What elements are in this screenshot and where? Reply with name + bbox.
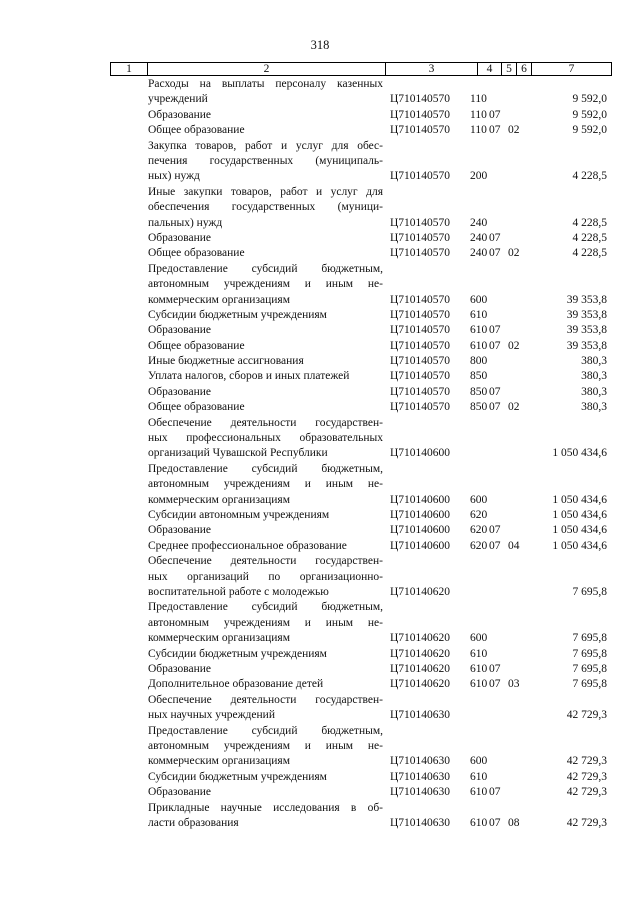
row-expense-type: 600	[470, 632, 488, 645]
row-expense-type: 850	[470, 401, 488, 414]
row-name-line: Предоставление субсидий бюджетным,	[148, 724, 383, 737]
table-row	[0, 462, 640, 508]
row-name	[148, 693, 383, 724]
row-expense-type: 110	[470, 93, 487, 106]
row-name-line: печения государственных (муниципаль-	[148, 154, 383, 167]
row-name-line: Общее образование	[148, 124, 245, 137]
row-target-code: Ц710140630	[390, 816, 451, 829]
row-name	[148, 600, 383, 646]
row-amount: 4 228,5	[572, 247, 607, 260]
row-name	[148, 400, 383, 415]
row-subsection: 02	[508, 401, 520, 414]
row-target-code: Ц710140570	[390, 216, 451, 229]
row-amount: 1 050 434,6	[552, 493, 607, 506]
row-expense-type: 610	[470, 786, 488, 799]
row-name	[148, 785, 383, 800]
row-section: 07	[489, 247, 501, 260]
header-col-6: 6	[517, 63, 532, 75]
row-name-line: Образование	[148, 231, 212, 244]
row-amount: 7 695,8	[572, 678, 607, 691]
table-row	[0, 600, 640, 646]
row-name	[148, 662, 383, 677]
row-amount: 380,3	[581, 401, 607, 414]
row-expense-type: 610	[470, 770, 488, 783]
row-section: 07	[489, 108, 501, 121]
table-row	[0, 262, 640, 308]
table-row	[0, 308, 640, 323]
row-amount: 42 729,3	[566, 786, 607, 799]
table-row	[0, 385, 640, 400]
row-target-code: Ц710140630	[390, 770, 451, 783]
row-name	[148, 231, 383, 246]
table-row	[0, 785, 640, 800]
row-name	[148, 339, 383, 354]
row-name-line: Уплата налогов, сборов и иных платежей	[148, 370, 350, 383]
row-expense-type: 800	[470, 355, 488, 368]
row-name	[148, 323, 383, 338]
row-name	[148, 385, 383, 400]
row-name-line: Прикладные научные исследования в об-	[148, 801, 383, 814]
row-name-line: Образование	[148, 524, 212, 537]
row-name	[148, 354, 383, 369]
row-name	[148, 108, 383, 123]
budget-table-body	[0, 77, 640, 831]
row-name-line: коммерческим организациям	[148, 755, 290, 768]
table-header	[110, 62, 612, 76]
row-target-code: Ц710140570	[390, 370, 451, 383]
row-target-code: Ц710140570	[390, 324, 451, 337]
header-col-7: 7	[568, 63, 575, 75]
row-amount: 7 695,8	[572, 632, 607, 645]
row-expense-type: 610	[470, 308, 488, 321]
row-expense-type: 600	[470, 493, 488, 506]
table-row	[0, 508, 640, 523]
row-name	[148, 308, 383, 323]
row-name-line: обеспечения государственных (муници-	[148, 201, 383, 214]
table-row	[0, 354, 640, 369]
row-subsection: 08	[508, 816, 520, 829]
row-target-code: Ц710140570	[390, 93, 451, 106]
row-name-line: Образование	[148, 662, 212, 675]
row-target-code: Ц710140570	[390, 293, 451, 306]
row-amount: 4 228,5	[572, 216, 607, 229]
row-target-code: Ц710140570	[390, 308, 451, 321]
row-name-line: Общее образование	[148, 247, 245, 260]
row-target-code: Ц710140620	[390, 662, 451, 675]
row-target-code: Ц710140600	[390, 493, 451, 506]
row-target-code: Ц710140600	[390, 447, 451, 460]
row-name-line: Субсидии бюджетным учреждениям	[148, 647, 327, 660]
header-col-4: 4	[478, 63, 502, 75]
row-expense-type: 620	[470, 539, 488, 552]
header-col-1: 1	[111, 63, 148, 75]
row-name	[148, 724, 383, 770]
row-name-line: Образование	[148, 385, 212, 398]
row-subsection: 03	[508, 678, 520, 691]
row-target-code: Ц710140570	[390, 401, 451, 414]
row-target-code: Ц710140600	[390, 509, 451, 522]
row-expense-type: 110	[470, 124, 487, 137]
row-name-line: Среднее профессиональное образование	[148, 539, 347, 552]
table-row	[0, 724, 640, 770]
row-amount: 39 353,8	[566, 293, 607, 306]
row-target-code: Ц710140630	[390, 786, 451, 799]
row-section: 07	[489, 124, 501, 137]
row-name	[148, 123, 383, 138]
row-name-line: автономным учреждениям и иным не-	[148, 616, 383, 629]
row-amount: 1 050 434,6	[552, 539, 607, 552]
row-name-line: Закупка товаров, работ и услуг для обес-	[148, 139, 383, 152]
row-name-line: Предоставление субсидий бюджетным,	[148, 601, 383, 614]
row-name-line: Обеспечение деятельности государствен-	[148, 416, 383, 429]
row-subsection: 04	[508, 539, 520, 552]
row-expense-type: 240	[470, 231, 488, 244]
row-expense-type: 110	[470, 108, 487, 121]
row-name	[148, 801, 383, 832]
row-expense-type: 610	[470, 662, 488, 675]
table-row	[0, 400, 640, 415]
row-name-line: Общее образование	[148, 339, 245, 352]
row-name	[148, 416, 383, 462]
row-name	[148, 677, 383, 692]
row-name-line: Иные бюджетные ассигнования	[148, 355, 304, 368]
row-expense-type: 600	[470, 293, 488, 306]
row-name	[148, 508, 383, 523]
table-row	[0, 647, 640, 662]
row-name-line: ных) нужд	[148, 170, 200, 183]
table-row	[0, 523, 640, 538]
row-amount: 7 695,8	[572, 662, 607, 675]
row-name	[148, 770, 383, 785]
row-expense-type: 240	[470, 216, 488, 229]
row-section: 07	[489, 786, 501, 799]
row-name	[148, 369, 383, 384]
row-expense-type: 620	[470, 509, 488, 522]
row-name-line: Образование	[148, 108, 212, 121]
row-name-line: Обеспечение деятельности государствен-	[148, 693, 383, 706]
row-name-line: Иные закупки товаров, работ и услуг для	[148, 185, 383, 198]
table-row	[0, 185, 640, 231]
row-amount: 42 729,3	[566, 770, 607, 783]
row-amount: 380,3	[581, 370, 607, 383]
row-subsection: 02	[508, 124, 520, 137]
table-row	[0, 770, 640, 785]
row-name-line: Дополнительное образование детей	[148, 678, 324, 691]
row-expense-type: 610	[470, 324, 488, 337]
row-name-line: коммерческим организациям	[148, 632, 290, 645]
table-row	[0, 123, 640, 138]
table-row	[0, 339, 640, 354]
row-expense-type: 850	[470, 385, 488, 398]
row-section: 07	[489, 816, 501, 829]
row-section: 07	[489, 339, 501, 352]
row-name-line: коммерческим организациям	[148, 493, 290, 506]
header-col-5: 5	[502, 63, 517, 75]
row-target-code: Ц710140630	[390, 709, 451, 722]
row-section: 07	[489, 324, 501, 337]
row-section: 07	[489, 524, 501, 537]
row-target-code: Ц710140630	[390, 755, 451, 768]
row-target-code: Ц710140620	[390, 585, 451, 598]
row-amount: 1 050 434,6	[552, 524, 607, 537]
row-name	[148, 262, 383, 308]
header-col-3: 3	[386, 63, 478, 75]
row-amount: 42 729,3	[566, 816, 607, 829]
row-name-line: автономным учреждениям и иным не-	[148, 739, 383, 752]
row-amount: 9 592,0	[572, 108, 607, 121]
row-amount: 42 729,3	[566, 755, 607, 768]
table-row	[0, 369, 640, 384]
row-target-code: Ц710140570	[390, 339, 451, 352]
row-name-line: пальных) нужд	[148, 216, 223, 229]
row-target-code: Ц710140570	[390, 231, 451, 244]
row-name	[148, 246, 383, 261]
row-subsection: 02	[508, 247, 520, 260]
table-row	[0, 323, 640, 338]
row-amount: 7 695,8	[572, 647, 607, 660]
row-amount: 42 729,3	[566, 709, 607, 722]
row-target-code: Ц710140570	[390, 385, 451, 398]
row-expense-type: 610	[470, 339, 488, 352]
row-target-code: Ц710140570	[390, 124, 451, 137]
row-name-line: учреждений	[148, 93, 208, 106]
row-target-code: Ц710140570	[390, 170, 451, 183]
row-amount: 4 228,5	[572, 170, 607, 183]
row-amount: 39 353,8	[566, 339, 607, 352]
row-target-code: Ц710140620	[390, 647, 451, 660]
table-row	[0, 416, 640, 462]
table-row	[0, 801, 640, 832]
row-amount: 380,3	[581, 355, 607, 368]
row-section: 07	[489, 231, 501, 244]
row-amount: 39 353,8	[566, 324, 607, 337]
row-subsection: 02	[508, 339, 520, 352]
row-name-line: автономным учреждениям и иным не-	[148, 278, 383, 291]
row-amount: 39 353,8	[566, 308, 607, 321]
row-amount: 1 050 434,6	[552, 447, 607, 460]
row-target-code: Ц710140620	[390, 678, 451, 691]
table-row	[0, 662, 640, 677]
row-name-line: ласти образования	[148, 816, 239, 829]
row-section: 07	[489, 539, 501, 552]
row-name	[148, 539, 383, 554]
row-amount: 380,3	[581, 385, 607, 398]
row-expense-type: 240	[470, 247, 488, 260]
row-expense-type: 200	[470, 170, 488, 183]
row-name-line: Предоставление субсидий бюджетным,	[148, 262, 383, 275]
table-row	[0, 231, 640, 246]
row-expense-type: 610	[470, 647, 488, 660]
row-amount: 1 050 434,6	[552, 509, 607, 522]
row-name-line: Субсидии бюджетным учреждениям	[148, 770, 327, 783]
row-amount: 9 592,0	[572, 93, 607, 106]
row-name-line: Предоставление субсидий бюджетным,	[148, 462, 383, 475]
row-name	[148, 139, 383, 185]
row-name-line: организаций Чувашской Республики	[148, 447, 328, 460]
row-target-code: Ц710140570	[390, 108, 451, 121]
row-name-line: ных организаций по организационно-	[148, 570, 383, 583]
row-name-line: ных научных учреждений	[148, 709, 275, 722]
row-section: 07	[489, 662, 501, 675]
row-name	[148, 647, 383, 662]
row-expense-type: 610	[470, 678, 488, 691]
row-target-code: Ц710140620	[390, 632, 451, 645]
row-section: 07	[489, 401, 501, 414]
row-name-line: Расходы на выплаты персоналу казенных	[148, 78, 383, 90]
row-name-line: Субсидии бюджетным учреждениям	[148, 308, 327, 321]
row-name-line: Общее образование	[148, 401, 245, 414]
table-row	[0, 554, 640, 600]
row-expense-type: 850	[470, 370, 488, 383]
row-target-code: Ц710140600	[390, 539, 451, 552]
row-amount: 9 592,0	[572, 124, 607, 137]
row-name	[148, 523, 383, 538]
page-number: 318	[310, 38, 330, 52]
row-target-code: Ц710140570	[390, 247, 451, 260]
row-name-line: Обеспечение деятельности государствен-	[148, 555, 383, 568]
table-row	[0, 108, 640, 123]
row-name-line: Образование	[148, 786, 212, 799]
row-name-line: Образование	[148, 324, 212, 337]
row-name	[148, 77, 383, 108]
row-name-line: воспитательной работе с молодежью	[148, 586, 329, 599]
row-amount: 4 228,5	[572, 231, 607, 244]
table-row	[0, 77, 640, 108]
row-expense-type: 610	[470, 816, 488, 829]
row-name	[148, 185, 383, 231]
row-expense-type: 600	[470, 755, 488, 768]
row-name-line: Субсидии автономным учреждениям	[148, 509, 330, 522]
row-section: 07	[489, 678, 501, 691]
table-row	[0, 539, 640, 554]
row-amount: 7 695,8	[572, 585, 607, 598]
row-section: 07	[489, 385, 501, 398]
row-name	[148, 554, 383, 600]
header-col-2: 2	[148, 63, 386, 75]
table-row	[0, 693, 640, 724]
table-row	[0, 139, 640, 185]
row-name-line: автономным учреждениям и иным не-	[148, 478, 383, 491]
row-name-line: коммерческим организациям	[148, 293, 290, 306]
row-target-code: Ц710140570	[390, 355, 451, 368]
table-row	[0, 246, 640, 261]
table-row	[0, 677, 640, 692]
row-name	[148, 462, 383, 508]
row-target-code: Ц710140600	[390, 524, 451, 537]
row-expense-type: 620	[470, 524, 488, 537]
row-name-line: ных профессиональных образовательных	[148, 432, 383, 445]
